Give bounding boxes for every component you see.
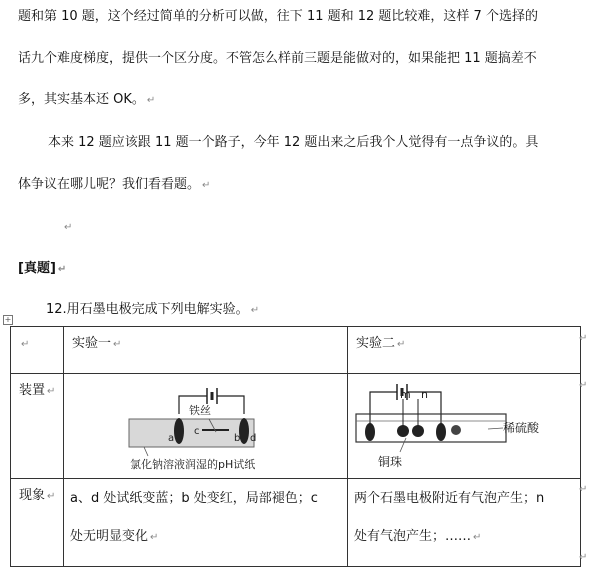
row-label-phenomenon [11, 479, 64, 567]
row-label-device [11, 374, 64, 479]
ph-paper-caption: 氯化钠溶液润湿的pH试纸 [130, 458, 256, 471]
point-b-label: b [234, 433, 241, 444]
acid-label: 稀硫酸 [503, 421, 540, 435]
line-text: 题和第 10 题，这个经过简单的分析可以做，往下 11 题和 12 题比较难，这样 7 个选择的 [18, 9, 538, 24]
cell-mark-icon: ↵ [47, 386, 56, 397]
iron-wire-label: 铁丝 [189, 404, 211, 417]
copper-bead-label: 铜珠 [378, 455, 403, 469]
right-graphite-electrode [436, 423, 446, 441]
point-c-label: c [194, 426, 200, 437]
phenomenon-exp1-line-2: 处无明显变化 [70, 529, 149, 544]
cell-mark-icon: ↵ [473, 532, 482, 543]
line-text: 多，其实基本还 OK。 [18, 92, 145, 107]
diagram-exp1 [64, 374, 347, 474]
paragraph-line-5 [18, 176, 210, 195]
point-d-label: d [250, 433, 257, 444]
table-move-handle-icon[interactable]: + [4, 315, 12, 324]
caption-pointer [144, 447, 148, 456]
paragraph-mark-icon: ↵ [146, 95, 156, 106]
bubble-mark [451, 425, 461, 435]
left-graphite-electrode [365, 423, 375, 441]
question-title [46, 301, 259, 320]
copper-bead-n [412, 425, 424, 437]
phenomenon-exp1-line-1: a、d 处试纸变蓝；b 处变红，局部褪色；c [70, 491, 318, 506]
left-electrode [174, 418, 184, 444]
paragraph-line-1 [18, 8, 538, 26]
paragraph-line-4 [48, 134, 538, 152]
cell-mark-icon: ↵ [47, 491, 56, 502]
battery-icon [207, 388, 217, 404]
phenomenon-exp2-line-2: 处有气泡产生；…… [354, 529, 472, 544]
experiment-table [10, 326, 581, 567]
bead-pointer [400, 438, 406, 452]
wire-right [217, 396, 244, 414]
right-electrode [239, 418, 249, 444]
acid-pointer [488, 428, 503, 429]
point-a-label: a [168, 433, 175, 444]
cell-mark-icon: ↵ [21, 339, 30, 350]
line-text: 体争议在哪儿呢？我们看看题。 [18, 177, 201, 192]
paragraph-mark-icon: ↵ [250, 305, 260, 316]
table-row-device [11, 374, 581, 479]
paragraph-mark-icon: ↵ [57, 264, 67, 275]
paragraph-line-2 [18, 50, 537, 68]
line-text: 话九个难度梯度，提供一个区分度。不管怎么样前三题是能做对的，如果能把 11 题搞差不 [18, 51, 537, 66]
n-label: n [421, 388, 428, 401]
diagram-exp2 [348, 374, 580, 474]
header-cell-empty [11, 327, 64, 374]
row-end-mark-icon: ↵ [579, 333, 588, 344]
header-exp1-text: 实验一 [72, 336, 112, 351]
beaker [356, 414, 506, 442]
table-row-phenomenon [11, 479, 581, 567]
row-label-text: 现象 [19, 488, 46, 503]
phenomenon-cell-exp2 [348, 479, 581, 567]
cell-mark-icon: ↵ [397, 339, 406, 350]
section-label [18, 260, 66, 279]
phenomenon-cell-exp1 [64, 479, 348, 567]
diagram-cell-exp1 [64, 374, 348, 479]
row-label-text: 装置 [19, 383, 46, 398]
cell-mark-icon: ↵ [113, 339, 122, 350]
question-text: 12.用石墨电极完成下列电解实验。 [46, 302, 249, 317]
cell-mark-icon: ↵ [150, 532, 159, 543]
section-label-text: [真题] [18, 261, 56, 276]
row-end-mark-icon: ↵ [579, 484, 588, 495]
paragraph-mark-icon: ↵ [202, 180, 211, 191]
row-end-mark-icon: ↵ [579, 552, 588, 563]
copper-bead-m [397, 425, 409, 437]
phenomenon-exp2-line-1: 两个石墨电极附近有气泡产生；n [354, 491, 545, 506]
paragraph-line-3 [18, 91, 155, 110]
header-cell-exp2 [348, 327, 581, 374]
row-end-mark-icon: ↵ [579, 380, 588, 391]
header-exp2-text: 实验二 [356, 336, 396, 351]
diagram-cell-exp2 [348, 374, 581, 479]
table-header-row [11, 327, 581, 374]
line-text: 本来 12 题应该跟 11 题一个路子，今年 12 题出来之后我个人觉得有一点争议的。具 [48, 135, 539, 150]
m-label: m [400, 388, 411, 401]
header-cell-exp1 [64, 327, 348, 374]
paragraph-mark-icon: ↵ [64, 222, 73, 233]
empty-line [62, 218, 72, 237]
